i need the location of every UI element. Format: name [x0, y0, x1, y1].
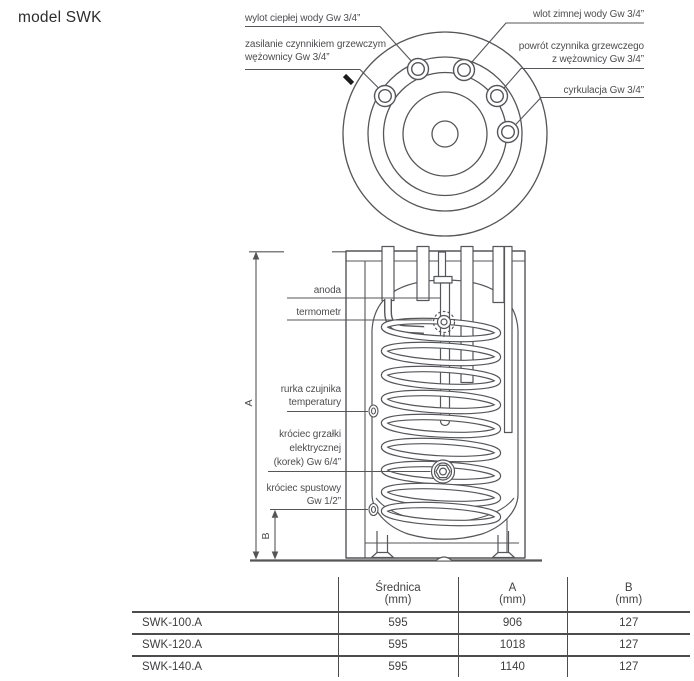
label-drain-port: króciec spustowy Gw 1/2” — [266, 483, 341, 507]
label-coil-supply: zasilanie czynnikiem grzewczym wężownicy Gw 3/4” — [245, 39, 386, 63]
leader-cyrkulacja — [512, 98, 644, 129]
b-value: 127 — [567, 634, 690, 656]
center-boss-circle — [432, 121, 458, 147]
table-row — [132, 656, 690, 677]
a-value: 1140 — [458, 656, 567, 677]
label-cold-water-inlet: wlot zimnej wody Gw 3/4” — [533, 9, 644, 20]
leader-zasilanie — [245, 70, 381, 91]
b-value: 127 — [567, 612, 690, 634]
diameter-value: 595 — [338, 656, 458, 677]
model-name: SWK-100.A — [132, 612, 338, 634]
sensor-tube-right — [505, 247, 513, 433]
model-name: SWK-120.A — [132, 634, 338, 656]
label-anode: anoda — [313, 285, 341, 296]
label-thermometer: termometr — [296, 307, 341, 318]
anode-stem — [439, 252, 446, 278]
label-hot-water-outlet: wylot ciepłej wody Gw 3/4” — [245, 13, 361, 24]
port-circulation — [498, 122, 519, 143]
diameter-value: 595 — [338, 634, 458, 656]
dim-a-label: A — [243, 399, 255, 407]
ports — [375, 59, 519, 143]
dim-b-label: B — [260, 532, 272, 540]
table-row — [132, 634, 690, 656]
drain-port — [369, 504, 378, 516]
inner-vessel-circle — [403, 92, 487, 176]
seam-mark — [345, 76, 353, 84]
table-row — [132, 612, 690, 634]
port-coil-supply — [375, 86, 396, 107]
header-diameter: Średnica (mm) — [338, 577, 458, 612]
label-coil-return: powrót czynnika grzewczego z wężownicy Gw 3/4” — [518, 41, 644, 65]
table-header-row — [132, 577, 690, 612]
heater-plug — [432, 460, 455, 483]
page-title: model SWK — [18, 9, 102, 26]
dimension-table — [132, 577, 690, 677]
pipe-hot-water — [417, 247, 429, 301]
pipe-coil-return — [493, 247, 504, 303]
port-hot-water-outlet — [408, 59, 429, 80]
b-value: 127 — [567, 656, 690, 677]
header-dim-b: B (mm) — [567, 577, 690, 612]
header-empty — [132, 577, 338, 612]
sensor-sleeve-port — [369, 405, 378, 417]
pipe-coil-supply — [382, 247, 394, 301]
header-dim-a: A (mm) — [458, 577, 567, 612]
a-value: 1018 — [458, 634, 567, 656]
label-heater-plug: króciec grzałki elektrycznej (korek) Gw 6/4” — [273, 429, 341, 468]
dimension-b — [260, 510, 278, 560]
label-sensor-sleeve: rurka czujnika temperatury — [280, 384, 341, 408]
label-circulation: cyrkulacja Gw 3/4” — [563, 85, 644, 96]
model-name: SWK-140.A — [142, 661, 203, 673]
diameter-value: 595 — [338, 612, 458, 634]
a-value: 906 — [458, 612, 567, 634]
